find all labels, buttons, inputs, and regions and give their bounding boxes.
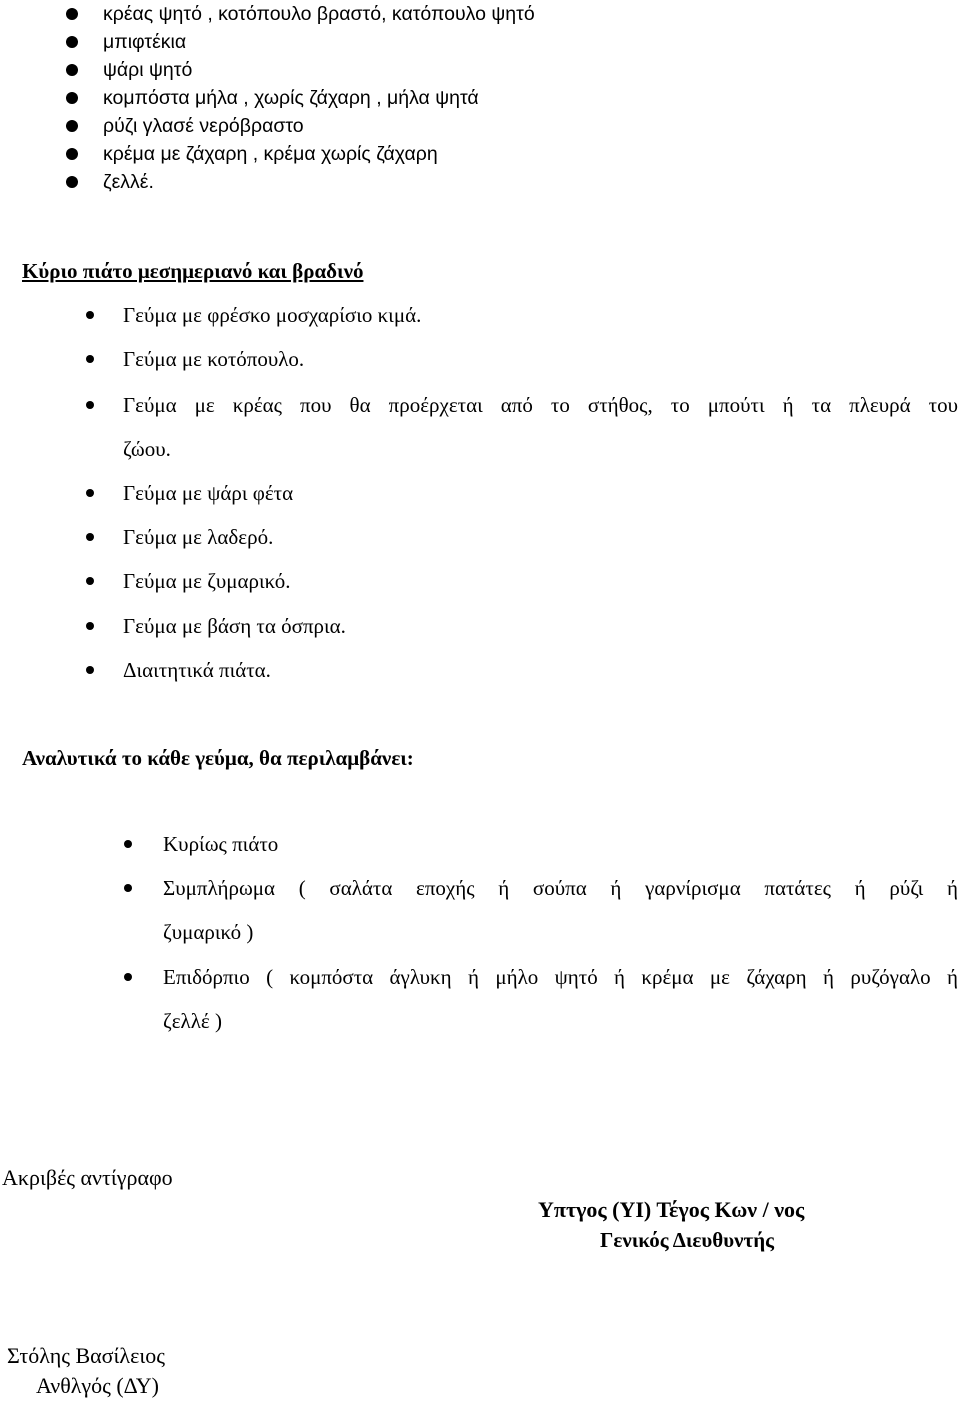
copy-note: Ακριβές αντίγραφο bbox=[2, 1165, 173, 1190]
list-item: Επιδόρπιο ( κομπόστα άγλυκη ή μήλο ψητό ή κρέμα με ζάχαρη ή ρυζόγαλο ή bbox=[163, 965, 958, 989]
bullet-icon bbox=[86, 311, 94, 319]
bullet-icon bbox=[66, 8, 78, 20]
bullet-icon bbox=[66, 120, 78, 132]
signatory-title: Γενικός Διευθυντής bbox=[600, 1228, 774, 1252]
list-item-continuation: ζώου. bbox=[123, 437, 171, 461]
bullet-icon bbox=[86, 533, 94, 541]
list-item: Γεύμα με κρέας που θα προέρχεται από το στήθος, το μπούτι ή τα πλευρά του bbox=[123, 393, 958, 417]
list-item: κομπόστα μήλα , χωρίς ζάχαρη , μήλα ψητά bbox=[103, 87, 479, 109]
list-item: κρέας ψητό , κοτόπουλο βραστό, κατόπουλο ψητό bbox=[103, 3, 535, 25]
list-item: Γεύμα με φρέσκο μοσχαρίσιο κιμά. bbox=[123, 303, 422, 327]
list-item: ρύζι γλασέ νερόβραστο bbox=[103, 115, 304, 137]
list-item: Γεύμα με ψάρι φέτα bbox=[123, 481, 294, 505]
bullet-icon bbox=[124, 884, 132, 892]
list-item: Γεύμα με ζυμαρικό. bbox=[123, 569, 291, 593]
list-item: ψάρι ψητό bbox=[103, 59, 193, 81]
bullet-icon bbox=[66, 148, 78, 160]
list-item: ζελλέ. bbox=[103, 171, 154, 193]
bullet-icon bbox=[86, 622, 94, 630]
list-item: Γεύμα με κοτόπουλο. bbox=[123, 347, 305, 371]
bullet-icon bbox=[66, 64, 78, 76]
bullet-icon bbox=[124, 840, 132, 848]
bullet-icon bbox=[66, 176, 78, 188]
list-item: μπιφτέκια bbox=[103, 31, 187, 53]
list-item: Γεύμα με βάση τα όσπρια. bbox=[123, 614, 346, 638]
list-item: Κυρίως πιάτο bbox=[163, 832, 279, 856]
bullet-icon bbox=[86, 355, 94, 363]
clerk-rank: Ανθλγός (ΔΥ) bbox=[36, 1373, 159, 1398]
section-heading: Κύριο πιάτο μεσημεριανό και βραδινό bbox=[22, 259, 364, 283]
signatory-name: Υπτγος (ΥΙ) Τέγος Κων / νος bbox=[538, 1197, 805, 1222]
bullet-icon bbox=[86, 489, 94, 497]
bullet-icon bbox=[86, 577, 94, 585]
bullet-icon bbox=[124, 973, 132, 981]
list-item: Γεύμα με λαδερό. bbox=[123, 525, 274, 549]
section-heading: Αναλυτικά το κάθε γεύμα, θα περιλαμβάνει: bbox=[22, 746, 414, 770]
clerk-name: Στόλης Βασίλειος bbox=[7, 1343, 165, 1368]
list-item: κρέμα με ζάχαρη , κρέμα χωρίς ζάχαρη bbox=[103, 143, 438, 165]
list-item: Διαιτητικά πιάτα. bbox=[123, 658, 271, 682]
bullet-icon bbox=[86, 401, 94, 409]
list-item-continuation: ζελλέ ) bbox=[163, 1009, 222, 1033]
list-item: Συμπλήρωμα ( σαλάτα εποχής ή σούπα ή γαρνίρισμα πατάτες ή ρύζι ή bbox=[163, 876, 958, 900]
bullet-icon bbox=[86, 666, 94, 674]
list-item-continuation: ζυμαρικό ) bbox=[163, 920, 254, 944]
bullet-icon bbox=[66, 36, 78, 48]
bullet-icon bbox=[66, 92, 78, 104]
